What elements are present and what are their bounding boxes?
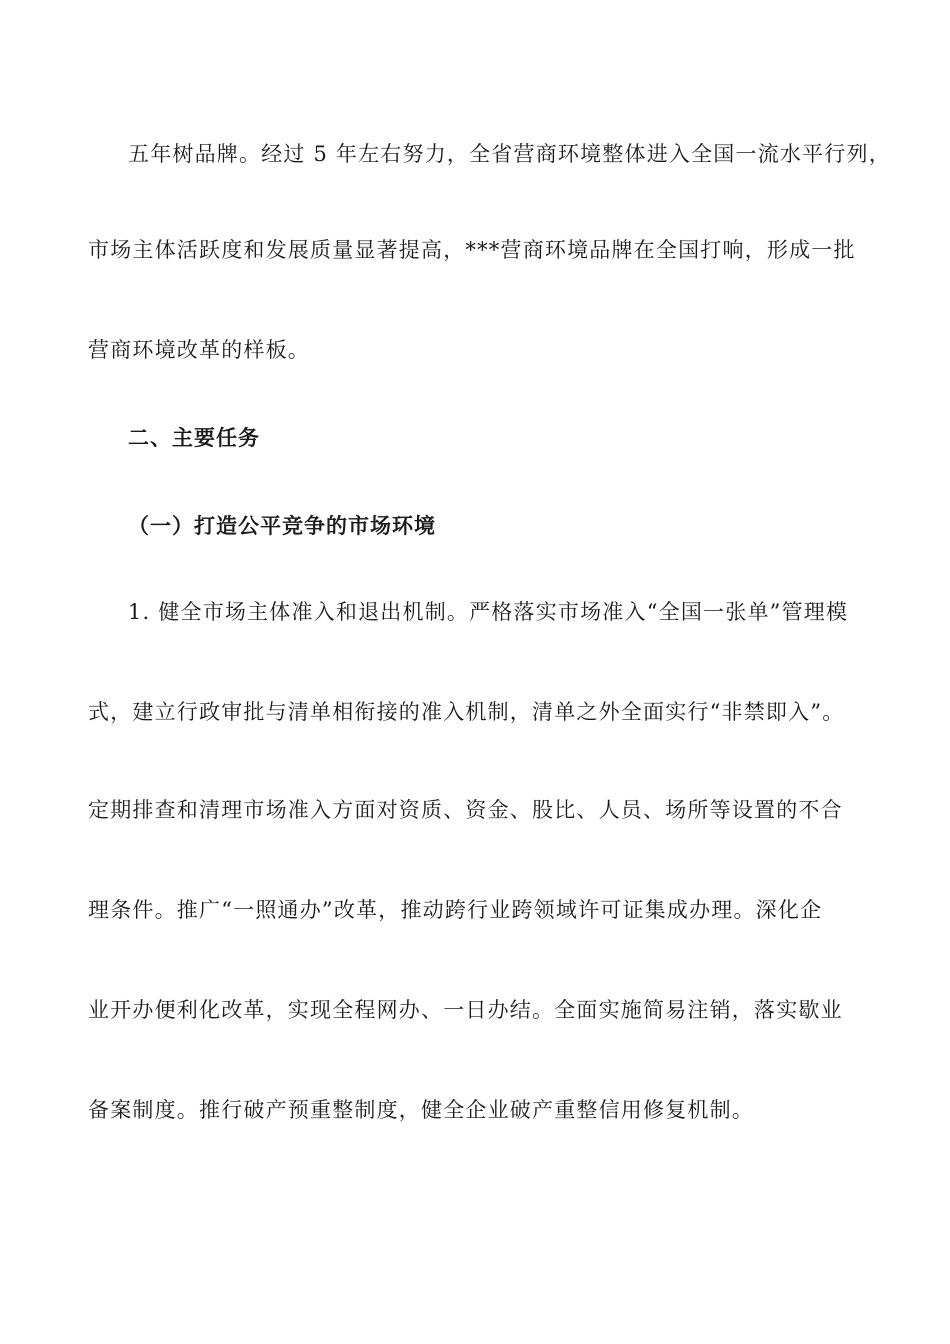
paragraph-line: 1. 健全市场主体准入和退出机制。严格落实市场准入“全国一张单”管理模 [128,600,849,624]
paragraph-line: 式，建立行政审批与清单相衔接的准入机制，清单之外全面实行“非禁即入”。 [88,700,845,724]
paragraph-line: 定期排查和清理市场准入方面对资质、资金、股比、人员、场所等设置的不合 [88,798,843,822]
section-heading: 二、主要任务 [128,426,260,450]
paragraph-line: 五年树品牌。经过 5 年左右努力，全省营商环境整体进入全国一流水平行列， [128,142,891,166]
paragraph-line: 市场主体活跃度和发展质量显著提高，***营商环境品牌在全国打响，形成一批 [88,238,856,262]
subsection-heading: （一）打造公平竞争的市场环境 [128,514,436,538]
paragraph-line: 理条件。推广“一照通办”改革，推动跨行业跨领域许可证集成办理。深化企 [88,898,823,922]
paragraph-line: 营商环境改革的样板。 [88,338,310,362]
paragraph-line: 业开办便利化改革，实现全程网办、一日办结。全面实施简易注销，落实歇业 [88,998,843,1022]
paragraph-line: 备案制度。推行破产预重整制度，健全企业破产重整信用修复机制。 [88,1098,754,1122]
